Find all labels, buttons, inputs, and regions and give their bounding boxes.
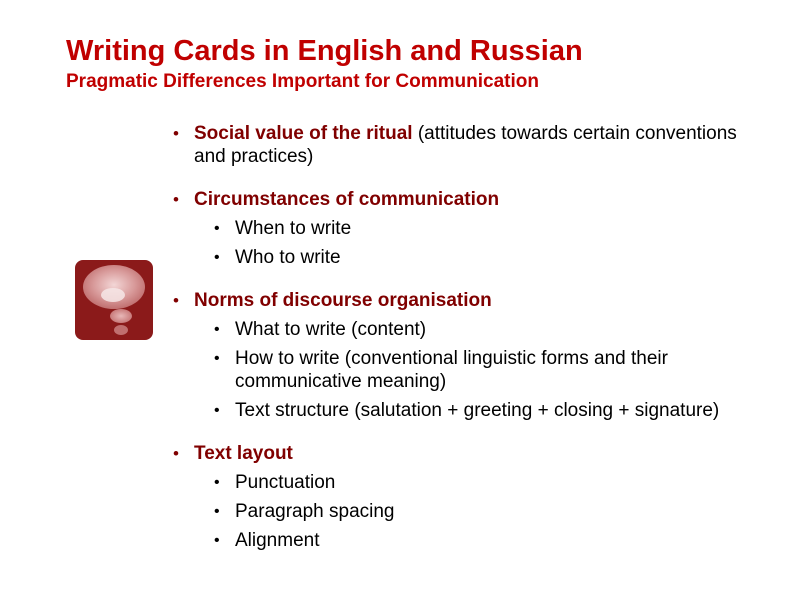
slide-subtitle: Pragmatic Differences Important for Communication bbox=[66, 71, 539, 92]
bullet-heading: Social value of the ritual bbox=[194, 123, 413, 144]
sub-bullet-text: Alignment bbox=[235, 530, 320, 551]
speech-bubble-icon bbox=[75, 260, 153, 340]
sub-bullet-item bbox=[214, 529, 743, 552]
sub-bullet-marker: • bbox=[214, 402, 220, 419]
bullet-list bbox=[173, 122, 743, 552]
sub-bullet-marker: • bbox=[214, 474, 220, 491]
bullet-marker: • bbox=[173, 444, 179, 463]
bullet-item-circumstances bbox=[173, 188, 743, 269]
bullet-marker: • bbox=[173, 190, 179, 209]
sub-bullet-marker: • bbox=[214, 350, 220, 367]
sub-bullet-item bbox=[214, 399, 743, 422]
sub-bullet-item bbox=[214, 500, 743, 523]
bullet-heading: Norms of discourse organisation bbox=[194, 290, 492, 311]
bullet-marker: • bbox=[173, 291, 179, 310]
sub-bullet-marker: • bbox=[214, 532, 220, 549]
sub-bullet-item bbox=[214, 246, 743, 269]
bullet-item-social-value bbox=[173, 122, 743, 168]
bullet-marker: • bbox=[173, 124, 179, 143]
sub-bullet-text: Text structure (salutation + greeting + closing + signature) bbox=[235, 400, 720, 421]
sub-bullet-marker: • bbox=[214, 321, 220, 338]
sub-bullet-item bbox=[214, 318, 743, 341]
sub-bullet-text: Paragraph spacing bbox=[235, 501, 395, 522]
sub-bullet-item bbox=[214, 217, 743, 240]
sub-bullet-item bbox=[214, 347, 743, 393]
sub-bullet-marker: • bbox=[214, 249, 220, 266]
slide-title: Writing Cards in English and Russian bbox=[66, 35, 583, 67]
sub-bullet-text: What to write (content) bbox=[235, 319, 427, 340]
bullet-item-discourse-norms bbox=[173, 289, 743, 422]
sub-bullet-item bbox=[214, 471, 743, 494]
sub-bullet-text: Punctuation bbox=[235, 472, 336, 493]
bullet-heading: Circumstances of communication bbox=[194, 189, 500, 210]
sub-bullet-text: Who to write bbox=[235, 247, 341, 268]
bullet-item-text-layout bbox=[173, 442, 743, 552]
sub-bullet-marker: • bbox=[214, 503, 220, 520]
bullet-text: (attitudes towards certain conventions and practices) bbox=[194, 123, 737, 167]
sub-bullet-text: How to write (conventional linguistic forms and their communicative meaning) bbox=[235, 348, 668, 392]
sub-bullet-text: When to write bbox=[235, 218, 352, 239]
sub-bullet-marker: • bbox=[214, 220, 220, 237]
bullet-heading: Text layout bbox=[194, 443, 293, 464]
